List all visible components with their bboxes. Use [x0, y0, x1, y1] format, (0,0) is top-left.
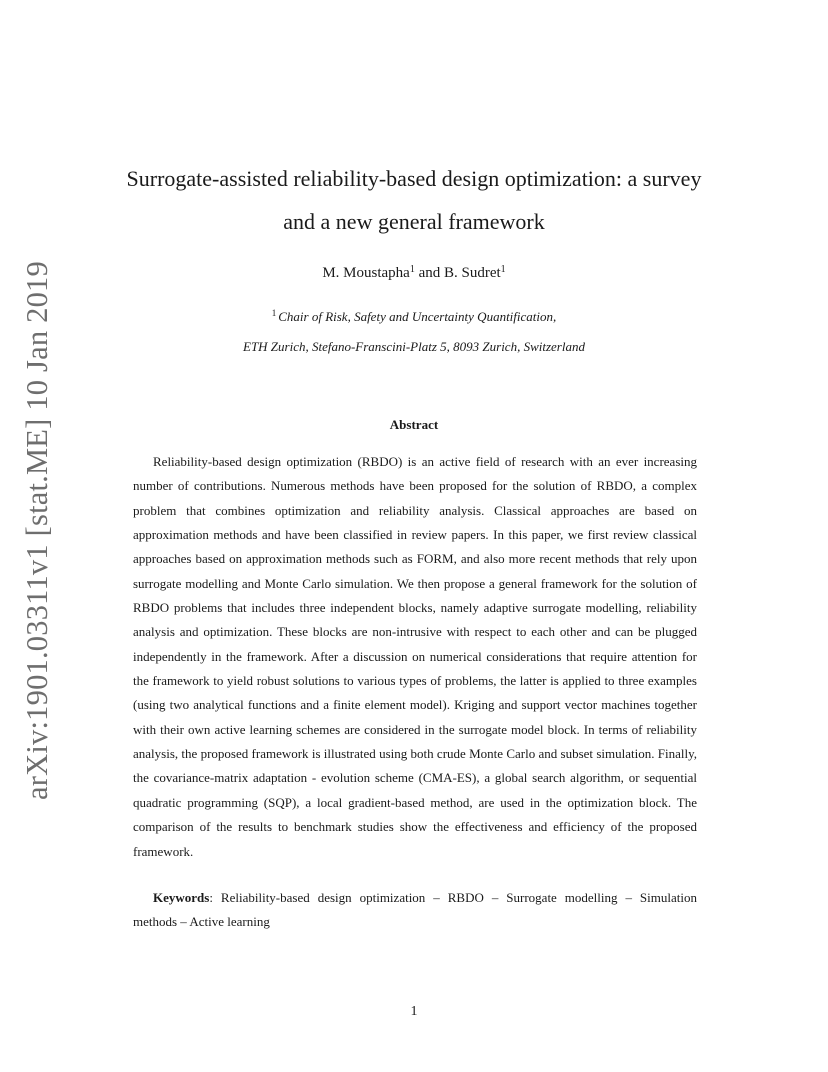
paper-title-line-2: and a new general framework [283, 209, 545, 234]
affiliation-line-1 [0, 308, 828, 325]
keywords-label: Keywords [153, 890, 210, 905]
arxiv-identifier-stamp [8, 260, 66, 800]
paper-title-line-1: Surrogate-assisted reliability-based design optimization: a survey [126, 166, 702, 191]
affiliation-text: Chair of Risk, Safety and Uncertainty Quantification, [278, 309, 557, 324]
affiliation-marker: 1 [271, 308, 277, 318]
keywords-paragraph [133, 886, 697, 935]
arxiv-identifier-text: arXiv:1901.03311v1 [stat.ME] 10 Jan 2019 [19, 260, 54, 800]
page-number: 1 [410, 1004, 418, 1019]
affiliation-marker: 1 [409, 264, 415, 275]
keywords-text: : Reliability-based design optimization – RBDO – Surrogate modelling – Simulation methods – Active learning [133, 890, 697, 930]
author-list [0, 264, 828, 282]
affiliation-marker: 1 [500, 264, 506, 275]
author-name: M. Moustapha [322, 265, 410, 281]
affiliation-line-2: ETH Zurich, Stefano-Franscini-Platz 5, 8093 Zurich, Switzerland [243, 339, 585, 354]
author-name: B. Sudret [444, 265, 501, 281]
abstract-heading: Abstract [389, 417, 439, 432]
abstract-body: Reliability-based design optimization (RBDO) is an active field of research with an ever increasing number of contributions. Numerous methods have been proposed for the solution of RBDO, a complex problem that combines optimization and reliability analysis. Classical approaches are based on approximation methods and have been classified in review papers. In this paper, we first review classical approaches based on approximation methods such as FORM, and also more recent methods that rely upon surrogate modelling and Monte Carlo simulation. We then propose a general framework for the solution of RBDO problems that includes three independent blocks, namely adaptive surrogate modelling, reliability analysis and optimization. These blocks are non-intrusive with respect to each other and can be plugged independently in the framework. After a discussion on numerical considerations that require attention for the framework to yield robust solutions to various types of problems, the latter is applied to three examples (using two analytical functions and a finite element model). Kriging and support vector machines together with their own active learning schemes are considered in the surrogate model block. In terms of reliability analysis, the proposed framework is illustrated using both crude Monte Carlo and subset simulation. Finally, the covariance-matrix adaptation - evolution scheme (CMA-ES), a global search algorithm, or sequential quadratic programming (SQP), a local gradient-based method, are used in the optimization block. The comparison of the results to benchmark studies show the effectiveness and efficiency of the proposed framework. [133, 454, 697, 859]
author-joiner: and [414, 265, 444, 281]
